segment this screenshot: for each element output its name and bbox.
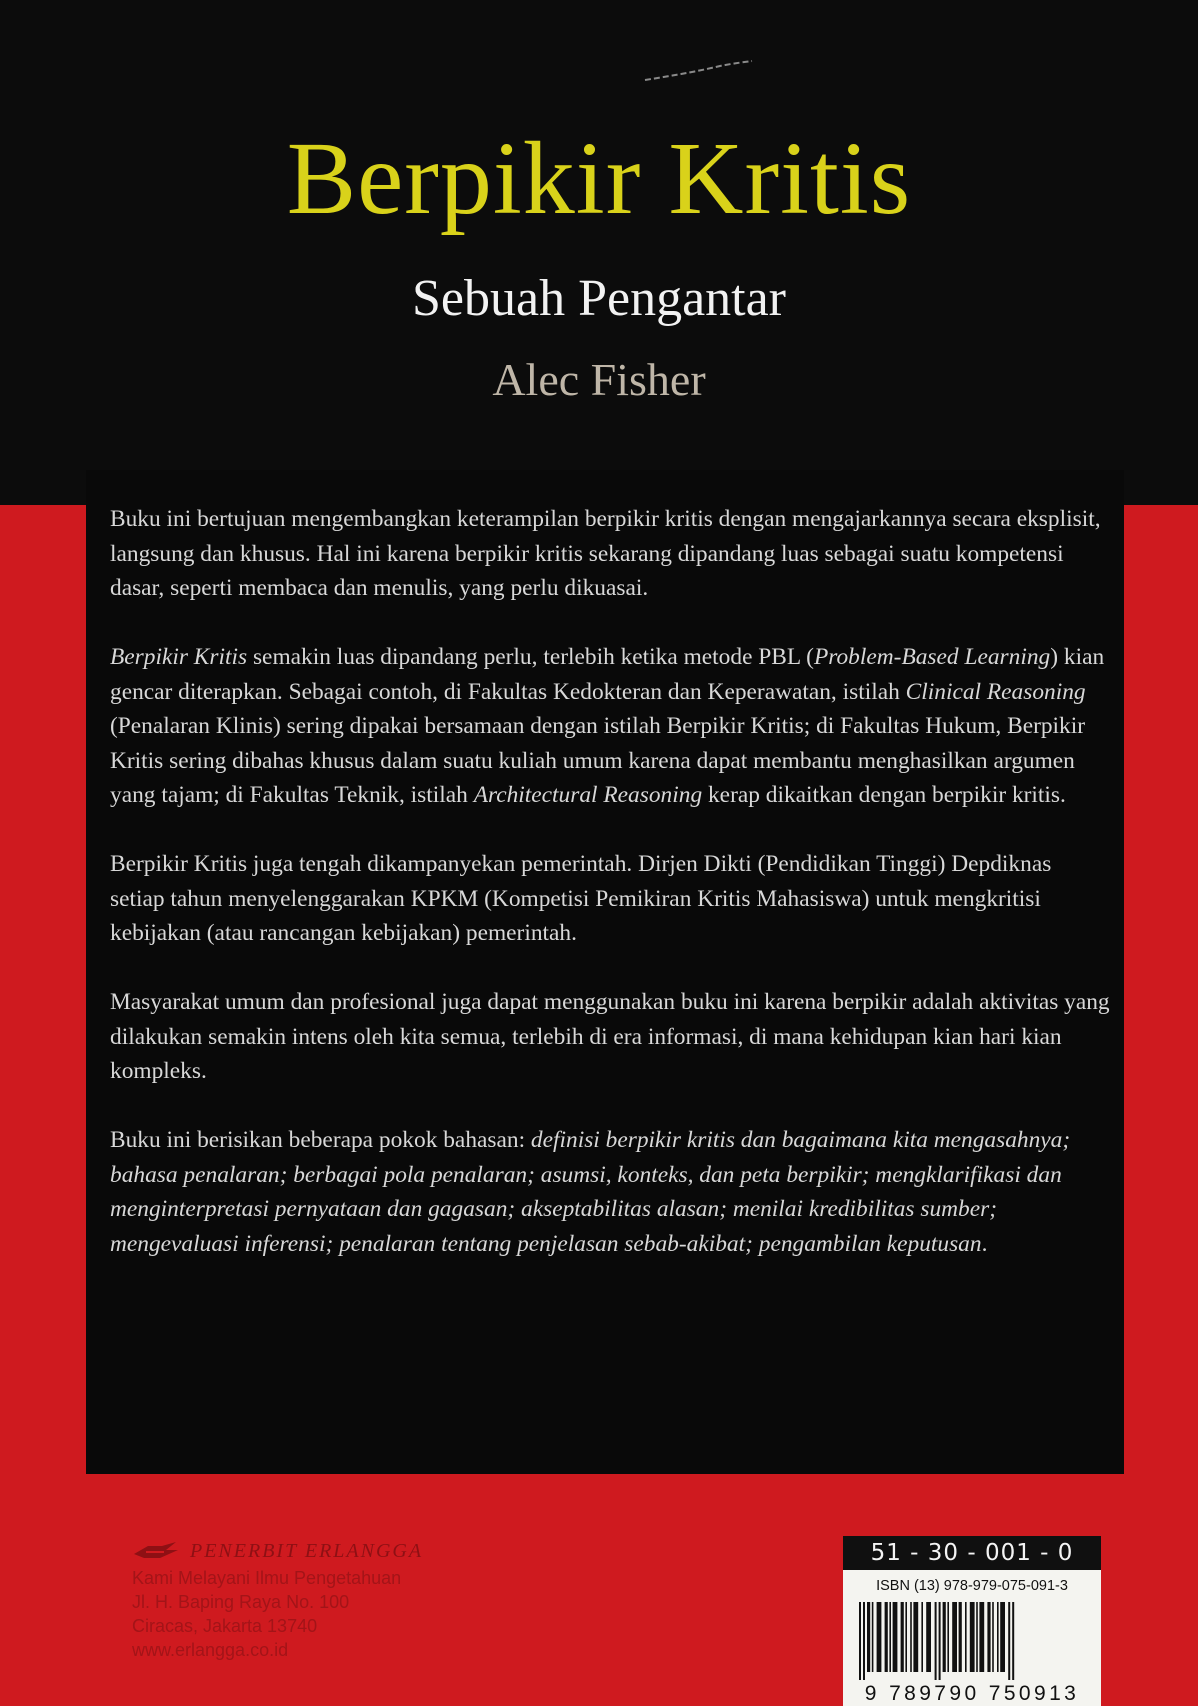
synopsis-text [110,502,1110,1296]
barcode-bar [979,1602,984,1672]
barcode-bar [859,1602,861,1680]
barcode-bar [1008,1602,1010,1680]
barcode-bar [889,1602,891,1672]
barcode-bar [1012,1602,1014,1680]
book-subtitle: Sebuah Pengantar [411,270,786,327]
erlangga-logo-icon [132,1540,182,1562]
barcode-bar [935,1602,937,1680]
catalog-code: 51 - 30 - 001 - 0 [843,1536,1101,1570]
barcode-bar [893,1602,898,1672]
barcode-bar [910,1602,912,1672]
barcode-bar [987,1602,990,1672]
barcode-bar [997,1602,999,1672]
publisher-address-line-1: Jl. H. Baping Raya No. 100 [132,1592,350,1612]
barcode-bar [921,1602,923,1672]
barcode-bar [965,1602,967,1672]
barcode-bar [939,1602,941,1680]
barcode-bar [905,1602,907,1672]
barcode-bar [863,1602,865,1680]
synopsis-paragraph-4: Masyarakat umum dan profesional juga dapat menggunakan buku ini karena berpikir adalah aktivitas yang dilakukan semakin intens oleh kita semua, terlebih di era informasi, di mana kehidupan kian hari kian kompleks. [110,989,1110,1084]
publisher-tagline: Kami Melayani Ilmu Pengetahuan [132,1568,402,1588]
barcode-bar [976,1602,978,1672]
barcode-bar [959,1602,962,1672]
barcode-bar [992,1602,994,1672]
barcode-bar [943,1602,946,1672]
scratch-mark [640,58,760,88]
publisher-website: www.erlangga.co.id [132,1640,289,1660]
barcode-bar [952,1602,957,1672]
barcode-bar [926,1602,931,1672]
book-title: Berpikir Kritis [286,121,912,236]
barcode-bar [901,1602,904,1672]
barcode-digits: 9 789790 750913 [864,1682,1080,1705]
synopsis-paragraph-1: Buku ini bertujuan mengembangkan keterampilan berpikir kritis dengan mengajarkannya secara eksplisit, langsung dan khusus. Hal ini karena berpikir kritis sekarang dipandang luas sebagai suatu kompetensi dasar, seperti membaca dan menulis, yang perlu dikuasai. [110,506,1101,601]
publisher-info [132,1536,492,1662]
synopsis-paragraph-2: Berpikir Kritis semakin luas dipandang perlu, terlebih ketika metode PBL (Problem-Based Learning) kian gencar diterapkan. Sebagai contoh, di Fakultas Kedokteran dan Keperawatan, istilah Clinical Reasoning (Penalaran Klinis) sering dipakai bersamaan dengan istilah Berpikir Kritis; di Fakultas Hukum, Berpikir Kritis sering dibahas khusus dalam suatu kuliah umum karena dapat membantu menghasilkan argumen yang tajam; di Fakultas Teknik, istilah Architectural Reasoning kerap dikaitkan dengan berpikir kritis. [110,644,1105,808]
synopsis-paragraph-3: Berpikir Kritis juga tengah dikampanyekan pemerintah. Dirjen Dikti (Pendidikan Tinggi) Depdiknas setiap tahun menyelenggarakan KPKM (Kompetisi Pemikiran Kritis Mahasiswa) untuk mengkritisi kebijakan (atau rancangan kebijakan) pemerintah. [110,851,1052,946]
barcode-bar [867,1602,870,1672]
barcode-bar [1000,1602,1005,1672]
barcode-bar [913,1602,918,1672]
publisher-address-line-2: Ciracas, Jakarta 13740 [132,1616,318,1636]
barcode-bar [970,1602,975,1672]
barcode-bar [885,1602,888,1672]
barcode-bars [857,1602,1087,1680]
barcode-bar [947,1602,949,1672]
publisher-name: PENERBIT ERLANGGA [190,1539,424,1562]
book-author: Alec Fisher [492,354,706,405]
barcode-bar [872,1602,874,1672]
isbn-barcode-block [843,1536,1101,1706]
synopsis-paragraph-5: Buku ini berisikan beberapa pokok bahasan: definisi berpikir kritis dan bagaimana kita mengasahnya; bahasa penalaran; berbagai pola penalaran; asumsi, konteks, dan peta berpikir; mengklarifikasi dan menginterpretasi pernyataan dan gagasan; akseptabilitas alasan; menilai kredibilitas sumber; mengevaluasi inferensi; penalaran tentang penjelasan sebab-akibat; pengambilan keputusan. [110,1127,1071,1257]
barcode-bar [877,1602,882,1672]
isbn-number: ISBN (13) 978-979-075-091-3 [876,1578,1068,1594]
